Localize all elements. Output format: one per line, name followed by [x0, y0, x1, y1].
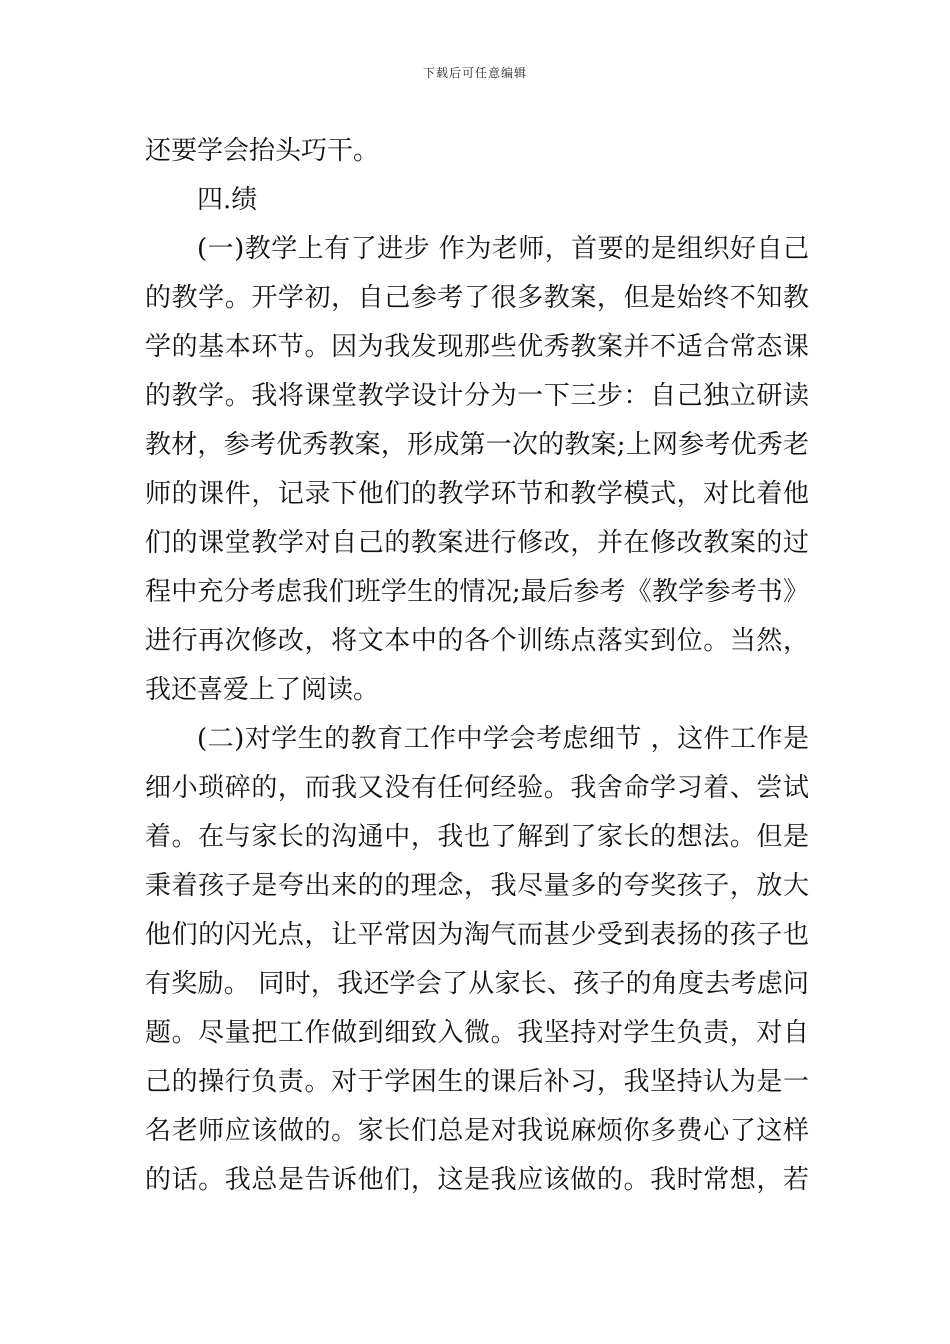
text-line: 进行再次修改，将文本中的各个训练点落实到位。当然， — [145, 626, 809, 656]
text-line: 们的课堂教学对自己的教案进行修改，并在修改教案的过 — [145, 528, 809, 558]
paragraph-start: (二)对学生的教育工作中学会考虑细节 ，这件工作是 — [197, 724, 809, 754]
text-line: 的教学。开学初，自己参考了很多教案，但是始终不知教 — [145, 283, 809, 313]
text-line: 名老师应该做的。家长们总是对我说麻烦你多费心了这样 — [145, 1116, 809, 1146]
text-line: 细小琐碎的，而我又没有任何经验。我舍命学习着、尝试 — [145, 773, 809, 803]
text-line: 的话。我总是告诉他们，这是我应该做的。我时常想，若 — [145, 1165, 809, 1195]
text-line: 有奖励。 同时，我还学会了从家长、孩子的角度去考虑问 — [145, 969, 809, 999]
section-heading: 四.绩 — [197, 185, 258, 215]
text-line: 着。在与家长的沟通中，我也了解到了家长的想法。但是 — [145, 822, 809, 852]
paragraph-start: (一)教学上有了进步 作为老师，首要的是组织好自己 — [197, 234, 809, 264]
text-line: 题。尽量把工作做到细致入微。我坚持对学生负责，对自 — [145, 1018, 809, 1048]
text-line: 教材，参考优秀教案，形成第一次的教案;上网参考优秀老 — [145, 430, 809, 460]
text-line: 学的基本环节。因为我发现那些优秀教案并不适合常态课 — [145, 332, 809, 362]
page-header: 下载后可任意编辑 — [422, 66, 527, 80]
text-line: 己的操行负责。对于学困生的课后补习，我坚持认为是一 — [145, 1067, 809, 1097]
body-text — [145, 127, 809, 1205]
text-line: 他们的闪光点，让平常因为淘气而甚少受到表扬的孩子也 — [145, 920, 809, 950]
text-line: 的教学。我将课堂教学设计分为一下三步：自己独立研读 — [145, 381, 809, 411]
text-line: 还要学会抬头巧干。 — [145, 136, 380, 166]
text-line: 我还喜爱上了阅读。 — [145, 675, 380, 705]
text-line: 秉着孩子是夸出来的的理念，我尽量多的夸奖孩子，放大 — [145, 871, 809, 901]
text-line: 师的课件，记录下他们的教学环节和教学模式，对比着他 — [145, 479, 809, 509]
text-line: 程中充分考虑我们班学生的情况;最后参考《教学参考书》 — [145, 577, 809, 607]
